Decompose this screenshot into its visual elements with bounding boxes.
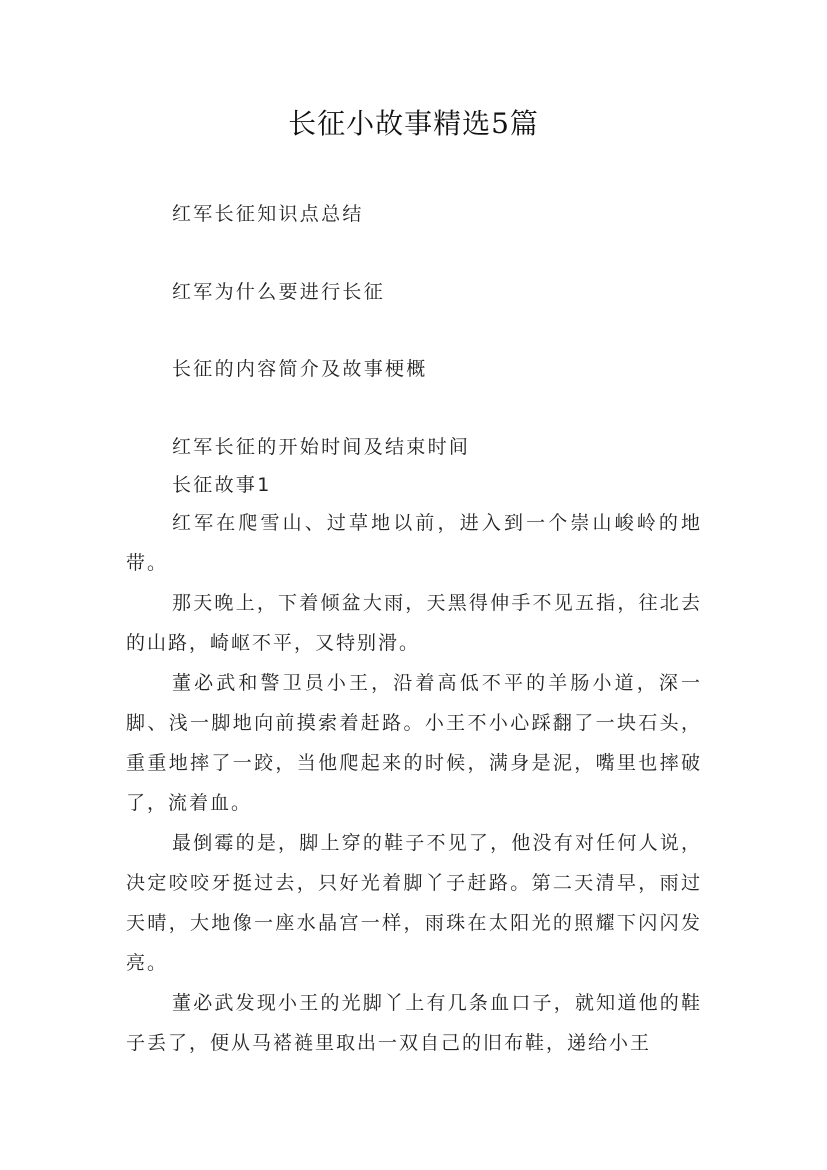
story-body xyxy=(126,503,702,1063)
paragraph: 那天晚上，下着倾盆大雨，天黑得伸手不见五指，往北去的山路，崎岖不平，又特别滑。 xyxy=(126,592,702,654)
paragraph: 董必武发现小王的光脚丫上有几条血口子，就知道他的鞋子丢了，便从马褡裢里取出一双自己的旧布鞋，递给小王 xyxy=(126,992,702,1054)
toc-item-2: 红军为什么要进行长征 xyxy=(172,281,386,303)
paragraph: 董必武和警卫员小王，沿着高低不平的羊肠小道，深一脚、浅一脚地向前摸索着赶路。小王不小心踩翻了一块石头，重重地摔了一跤，当他爬起来的时候，满身是泥，嘴里也摔破了，流着血。 xyxy=(126,672,702,814)
chapter-heading: 长征故事1 xyxy=(172,474,272,496)
paragraph: 红军在爬雪山、过草地以前，进入到一个崇山峻岭的地带。 xyxy=(126,512,702,574)
toc-item-4: 红军长征的开始时间及结束时间 xyxy=(172,436,471,458)
paragraph: 最倒霉的是，脚上穿的鞋子不见了，他没有对任何人说，决定咬咬牙挺过去，只好光着脚丫子赶路。第二天清早，雨过天晴，大地像一座水晶宫一样，雨珠在太阳光的照耀下闪闪发亮。 xyxy=(126,832,702,974)
toc-item-3: 长征的内容简介及故事梗概 xyxy=(172,358,428,380)
document-title: 长征小故事精选5篇 xyxy=(288,107,539,140)
toc-item-1: 红军长征知识点总结 xyxy=(172,203,364,225)
